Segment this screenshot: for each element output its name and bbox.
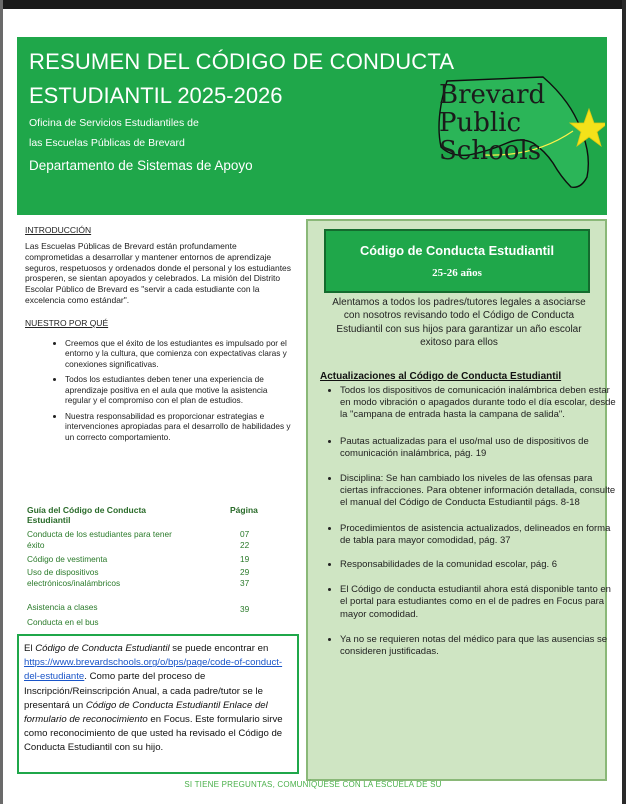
panel-years: 25-26 años: [432, 267, 482, 279]
why-item: • Todos los estudiantes deben tener una experiencia de aprendizaje positiva en el aula que motive la asistencia regular y el compromiso con el plan de estudios.: [65, 374, 293, 406]
footer-contact-note: SI TIENE PREGUNTAS, COMUNÍQUESE CON LA ESCUELA DE SU: [184, 780, 442, 789]
panel-title-box: [324, 229, 590, 293]
welcome-text: Alentamos a todos los padres/tutores legales a asociarse con nosotros revisando todo el Código de Conducta Estudiantil con sus hijos para garantizar un año escolar exitoso para ellos: [332, 297, 586, 349]
updates-panel: [306, 219, 616, 781]
update-item: • Pautas actualizadas para el uso/mal uso de dispositivos de comunicación inalámbrica, pág. 19: [340, 436, 616, 460]
page-right-edge: [622, 0, 626, 804]
guide-table: [27, 505, 267, 630]
guide-row: [27, 602, 267, 615]
guide-row-page: 29: [240, 567, 250, 577]
office-line-2: las Escuelas Públicas de Brevard: [29, 137, 185, 149]
updates-list: [318, 385, 616, 658]
title-line-1: RESUMEN DEL CÓDIGO DE CONDUCTA: [29, 49, 455, 74]
guide-row-label: Conducta de los estudiantes para tener éxito: [27, 529, 172, 550]
updates-heading: Actualizaciones al Código de Conducta Estudiantil: [320, 371, 562, 382]
page-top-edge: [0, 0, 626, 9]
guide-row: [27, 540, 267, 551]
guide-row-label: Uso de dispositivos electrónicos/inalámbricos: [27, 567, 121, 588]
update-item: • Ya no se requieren notas del médico para que las ausencias se consideren justificadas.: [340, 634, 616, 658]
link-text-part: en Focus. Este formulario sirve como reconocimiento de que usted ha revisado el Código de Conducta Estudiantil con su hijo.: [24, 714, 283, 754]
left-column: [25, 225, 293, 447]
link-text-part: se puede encontrar en: [169, 643, 269, 654]
department-name: Departamento de Sistemas de Apoyo: [29, 158, 253, 173]
update-item: • Disciplina: Se han cambiado los niveles de las ofensas para ciertas infracciones. Para obtener información detallada, consulte el manual del Código de Conducta Estudiantil págs. 8-18: [340, 473, 616, 510]
update-item: • Responsabilidades de la comunidad escolar, pág. 6: [340, 559, 616, 571]
why-list: [25, 338, 293, 443]
guide-page-header: Página: [230, 505, 258, 515]
logo-word-schools: Schools: [439, 136, 542, 166]
intro-text: Las Escuelas Públicas de Brevard están profundamente comprometidas a desarrollar y mantener entornos de aprendizaje seguros, respetuosos y ordenados donde el personal y los estudiantes prosperen, se sientan apoyados y celebrados. La misión del Distrito Escolar Público de Brevard es "servir a cada estudiante con la excelencia como estándar".: [25, 241, 292, 305]
why-item: • Creemos que el éxito de los estudiantes es impulsado por el entorno y la cultura, que comienza con expectativas claras y conexiones significativas.: [65, 338, 293, 370]
page-left-edge: [0, 0, 3, 804]
code-of-conduct-link[interactable]: https://www.brevardschools.org/o/bps/page/code-of-conduct-del-estudiante: [24, 657, 283, 683]
guide-row-label: Código de vestimenta: [27, 554, 108, 564]
link-text-part: . Como parte del proceso de Inscripción/Reinscripción Anual, a cada padre/tutor se le presentará un: [24, 671, 263, 711]
guide-row: [27, 554, 267, 567]
brevard-logo: [425, 59, 605, 199]
guide-row-page: 37: [240, 578, 250, 588]
code-link-text: [24, 642, 290, 756]
update-item: • Procedimientos de asistencia actualizados, delineados en forma de tabla para mayor comodidad, pág. 37: [340, 523, 616, 547]
title-line-2: ESTUDIANTIL 2025-2026: [29, 83, 283, 108]
why-item: • Nuestra responsabilidad es proporcionar estrategias e intervenciones apropiadas para el desarrollo de habilidades y un correcto comportamiento.: [65, 411, 293, 443]
guide-row-label: Conducta en el bus: [27, 617, 99, 627]
guide-row-page: 07: [240, 529, 250, 539]
header-banner: [17, 37, 607, 215]
panel-title: Código de Conducta Estudiantil: [359, 243, 555, 258]
intro-heading: INTRODUCCIÓN: [25, 225, 92, 235]
logo-word-brevard: Brevard: [439, 80, 546, 110]
link-text-part: El: [24, 643, 36, 654]
link-text-italic: Código de Conducta Estudiantil: [35, 643, 170, 654]
office-line-1: Oficina de Servicios Estudiantiles de: [29, 117, 199, 129]
guide-row-page: 19: [240, 554, 250, 564]
link-text-italic: Código de Conducta Estudiantil Enlace del formulario de reconocimiento: [24, 699, 268, 726]
guide-row-page: 39: [240, 604, 250, 614]
guide-row-label: Asistencia a clases: [27, 602, 98, 612]
code-link-box: [17, 634, 299, 774]
guide-row-page: 22: [240, 540, 250, 550]
logo-word-public: Public: [439, 108, 522, 138]
guide-row: [27, 617, 267, 629]
update-item: • Todos los dispositivos de comunicación inalámbrica deben estar en modo vibración o apagados durante todo el día escolar, desde la "campana de entrada hasta la campana de salida".: [340, 385, 616, 422]
guide-row: [27, 578, 267, 588]
why-heading: NUESTRO POR QUÉ: [25, 317, 109, 328]
guide-title: Guía del Código de Conducta Estudiantil: [27, 505, 146, 525]
update-item: • El Código de conducta estudiantil ahora está disponible tanto en el portal para estudiantes como en el de padres en Focus para mayor comodidad.: [340, 584, 616, 621]
